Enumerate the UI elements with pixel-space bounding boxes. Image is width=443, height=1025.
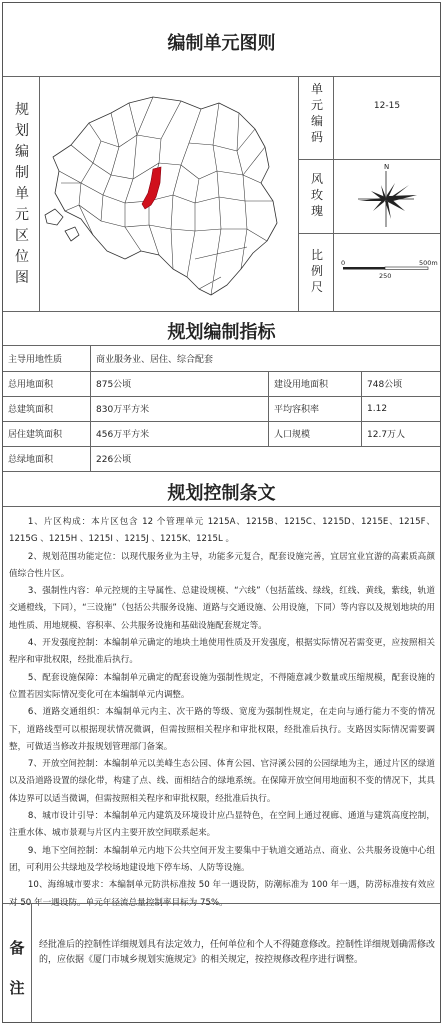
unit-code-label-char: 元 — [310, 98, 323, 112]
clause-item: 10、海绵城市要求：本编制单元防洪标准按 50 年一遇设防，防潮标准为 100 年一遇，防涝标准按有效应 — [27, 880, 435, 891]
compass-north-label: N — [384, 163, 390, 171]
location-map-label-char: 单 — [15, 186, 29, 202]
plan-sheet — [2, 2, 441, 1023]
res-area-value: 456万平方米 — [96, 430, 150, 440]
divider — [3, 446, 440, 447]
scale-label-char: 尺 — [310, 280, 323, 294]
remarks-label-char: 备 — [9, 939, 25, 957]
wind-rose-label-char: 玫 — [310, 188, 323, 202]
clauses-title: 规划控制条文 — [167, 483, 276, 504]
location-map-label-char: 划 — [15, 123, 29, 139]
location-map-label-char: 元 — [15, 207, 29, 223]
map-outline — [53, 97, 277, 295]
total-area-value: 875公顷 — [96, 380, 132, 390]
location-map-label-char: 制 — [15, 165, 29, 181]
main-use-value: 商业服务业、居住、综合配套 — [96, 354, 214, 365]
location-map-label — [7, 100, 37, 289]
clause-item: 5、配套设施保障：本编制单元确定的配套设施为强制性规定，不得随意减少数量或压缩规模，配套设施的位置若因实际情况变化可在本编制单元内调整。 — [9, 672, 435, 700]
divider — [298, 233, 440, 234]
far-label: 平均容积率 — [274, 405, 320, 415]
pop-value: 12.7万人 — [367, 430, 406, 440]
indicators-title: 规划编制指标 — [167, 322, 276, 343]
divider — [298, 76, 299, 311]
location-map-label-char: 区 — [15, 228, 29, 244]
location-map-label-char: 位 — [15, 249, 29, 265]
divider — [39, 76, 40, 311]
divider — [3, 471, 440, 472]
map-districts — [59, 97, 273, 295]
scale-bar — [335, 253, 439, 287]
page-title: 编制单元图则 — [167, 33, 276, 54]
remarks-label-char: 注 — [9, 979, 25, 997]
divider — [298, 159, 440, 160]
wind-rose-label-char: 风 — [310, 172, 323, 186]
scale-tick-0: 0 — [341, 259, 346, 267]
clause-item: 7、开放空间控制：本编制单元以美峰生态公园、体育公园、官浔溪公园的公园绿地为主，通过片区的绿道以及沿道路设置的绿化带，构建了点、线、面相结合的绿地系统。在保障开放空间用地面积不变的情况下，其具体边界可以适当微调，但需按照相关程序和审批权限，经批准后执行。 — [9, 759, 435, 804]
location-map-label-char: 图 — [15, 270, 29, 286]
wind-rose — [343, 161, 433, 231]
location-map-label-char: 编 — [15, 144, 29, 160]
divider — [3, 506, 440, 507]
res-area-label: 居住建筑面积 — [8, 430, 63, 440]
clauses-list — [9, 514, 435, 912]
unit-code-label-char: 单 — [310, 82, 323, 96]
clause-item: 4、开发强度控制：本编制单元确定的地块土地使用性质及开发强度，根据实际情况若需变更，应按照相关程序和审批权限，经批准后执行。 — [9, 638, 435, 666]
clause-item: 6、道路交通组织：本编制单元内主、次干路的等级、宽度为强制性规定，在走向与通行能力不变的情况下，道路线型可以根据现状情况微调，但需按照相关程序和审批权限，经批准后执行。支路因实际情况需要调整，可做适当修改并报规划管理部门备案。 — [9, 707, 435, 752]
wind-rose-label — [305, 171, 329, 219]
scale-tick-500: 500m — [419, 259, 438, 267]
clause-item: 3、强制性内容：单元控规的主导属性、总建设规模、“六线”（包括蓝线、绿线，红线、黄线，紫线，轨道交通橙线，下同），“三设施”（包括公共服务设施、道路与交通设施、公用设施，下同）等内容以及规划地块的用地性质、用地规模、容积率、公共服务设施和基础设施配套规定等。 — [9, 586, 435, 631]
pop-label: 人口规模 — [274, 430, 311, 440]
clause-item: 9、地下空间控制：本编制单元内地下公共空间开发主要集中于轨道交通站点、商业、公共服务设施中心组团，可利用公共绿地及学校场地建设地下停车场、人防等设施。 — [9, 845, 435, 873]
location-map-label-char: 规 — [15, 102, 29, 118]
green-area-value: 226公顷 — [96, 455, 132, 465]
floor-area-label: 总建筑面积 — [8, 405, 54, 415]
unit-code-label-char: 编 — [310, 114, 323, 128]
divider — [3, 76, 440, 77]
floor-area-value: 830万平方米 — [96, 405, 150, 415]
divider — [361, 371, 362, 446]
divider — [3, 903, 440, 904]
green-area-label: 总绿地面积 — [8, 455, 54, 465]
clause-item: 2、规划范围功能定位：以现代服务业为主导，功能多元复合，配套设施完善，宜居宜业宜游的高素质高颜值综合性片区。 — [9, 551, 435, 579]
built-area-value: 748公顷 — [367, 380, 403, 390]
built-area-label: 建设用地面积 — [274, 380, 329, 390]
remarks-label — [5, 928, 29, 1008]
clause-item: 8、城市设计引导：本编制单元内建筑及环境设计应凸显特色，在空间上通过视廊、通道与建筑高度控制，注重水体、城市景观与片区内主要开放空间联系起来。 — [9, 811, 435, 839]
divider — [3, 311, 440, 312]
unit-code-label-char: 码 — [310, 130, 323, 144]
unit-code-label — [305, 81, 329, 145]
unit-code-value: 12-15 — [373, 101, 401, 111]
scale-label-char: 比 — [310, 248, 323, 262]
wind-rose-label-char: 瑰 — [310, 204, 323, 218]
divider — [3, 345, 440, 346]
remarks-text: 经批准后的控制性详细规划具有法定效力，任何单位和个人不得随意修改。控制性详细规划确需修改的，应依据《厦门市城乡规划实施规定》的相关规定，按控规修改程序进行调整。 — [39, 940, 436, 965]
divider — [31, 903, 32, 1023]
divider — [268, 371, 269, 446]
main-use-label: 主导用地性质 — [8, 354, 63, 365]
divider — [90, 345, 91, 471]
scale-label-char: 例 — [310, 264, 323, 278]
total-area-label: 总用地面积 — [8, 380, 54, 390]
clause-item: 1、片区构成：本片区包含 12 个管理单元 1215A、1215B、1215C、1215D、1215E、1215F、1215G 、1215H 、1215I 、1215J 、1215K、1215L 。 — [9, 517, 435, 545]
scale-tick-250: 250 — [379, 272, 392, 280]
location-map — [41, 83, 297, 305]
scale-label — [305, 247, 329, 295]
far-value: 1.12 — [367, 403, 388, 414]
unit-highlight — [142, 167, 161, 209]
map-islands — [45, 209, 79, 241]
divider — [333, 76, 334, 311]
wind-rose-petals — [359, 183, 417, 219]
